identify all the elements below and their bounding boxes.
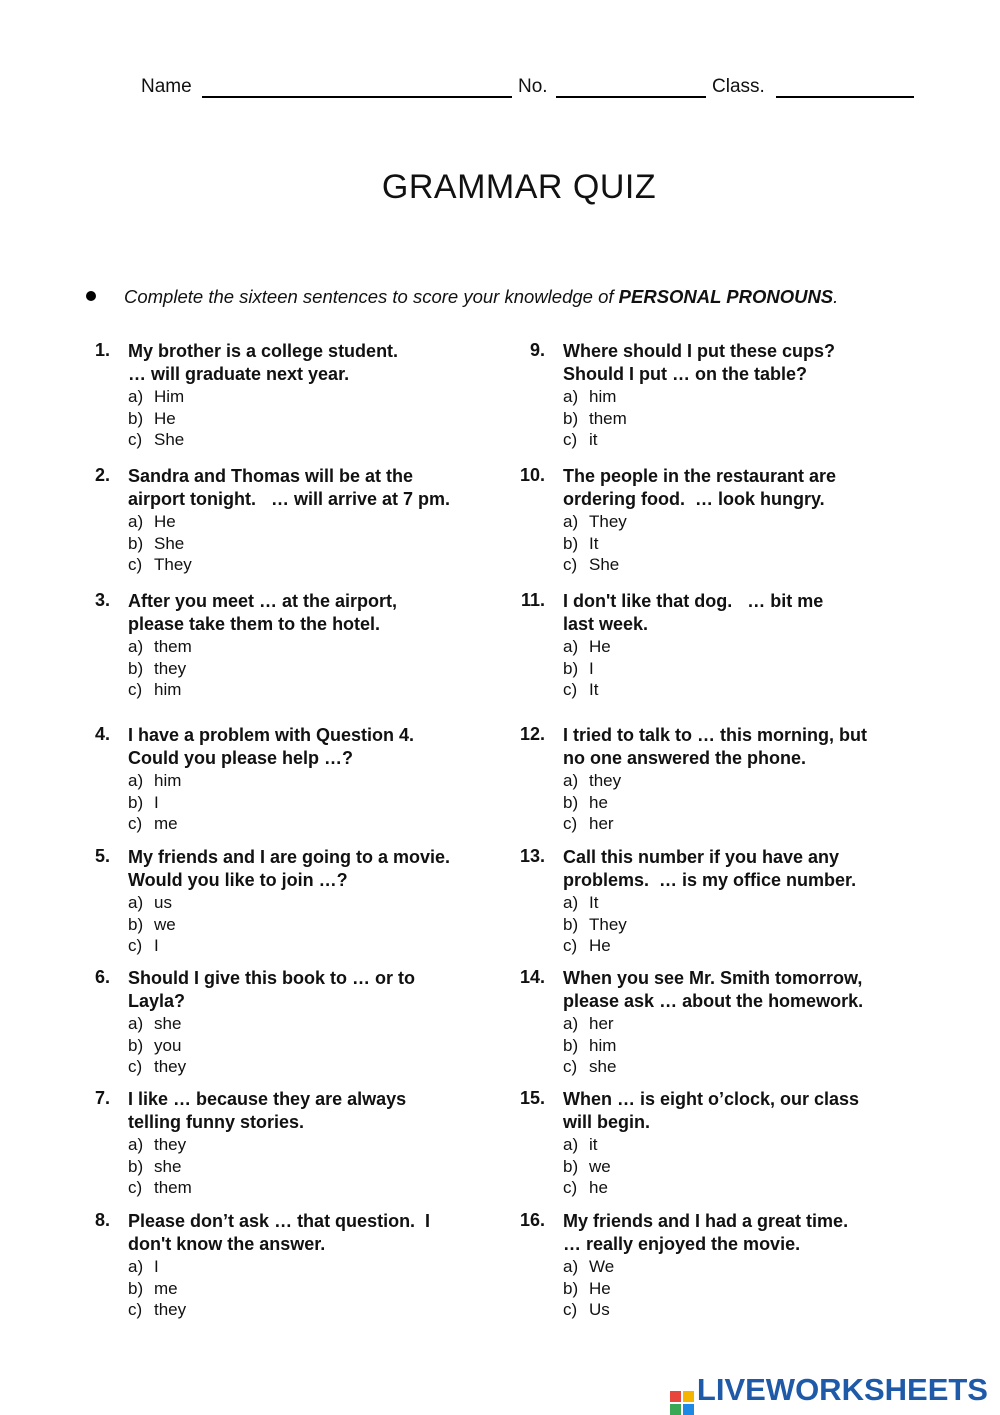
question-text-line: My brother is a college student. bbox=[128, 341, 399, 361]
option-letter: a) bbox=[128, 387, 144, 406]
question-number: 7. bbox=[94, 1088, 110, 1108]
answer-option[interactable] bbox=[563, 935, 963, 957]
question-11 bbox=[520, 590, 963, 701]
answer-option[interactable] bbox=[563, 1256, 963, 1278]
option-letter: a) bbox=[563, 1014, 579, 1033]
option-letter: b) bbox=[563, 533, 579, 553]
option-text: me bbox=[154, 814, 178, 833]
answer-option[interactable] bbox=[128, 770, 528, 792]
question-text-line: Should I give this book to … or to bbox=[128, 968, 415, 988]
answer-option[interactable] bbox=[563, 792, 963, 814]
question-text bbox=[128, 465, 528, 511]
option-letter: a) bbox=[128, 1135, 144, 1154]
option-letter: c) bbox=[563, 1057, 578, 1076]
instruction-text: Complete the sixteen sentences to score your knowledge of bbox=[124, 286, 614, 307]
question-text bbox=[563, 590, 963, 636]
number-field[interactable] bbox=[556, 96, 706, 98]
question-8 bbox=[94, 1210, 528, 1321]
option-text: He bbox=[589, 936, 611, 955]
question-text-line: no one answered the phone. bbox=[563, 748, 807, 768]
option-text: He bbox=[589, 637, 611, 656]
answer-option[interactable] bbox=[563, 1177, 963, 1199]
option-text: They bbox=[589, 914, 627, 934]
question-text-line: telling funny stories. bbox=[128, 1112, 305, 1132]
answer-options bbox=[563, 1013, 963, 1078]
option-text: Him bbox=[154, 387, 185, 406]
option-letter: a) bbox=[128, 893, 144, 912]
option-letter: c) bbox=[128, 680, 143, 699]
option-letter: a) bbox=[563, 387, 579, 406]
question-text bbox=[128, 967, 528, 1013]
answer-option[interactable] bbox=[128, 554, 528, 576]
question-text-line: After you meet … at the airport, bbox=[128, 591, 398, 611]
question-6 bbox=[94, 967, 528, 1078]
option-text: him bbox=[589, 1035, 617, 1055]
option-letter: b) bbox=[128, 792, 144, 812]
brand-name: LIVEWORKSHEETS bbox=[696, 1372, 988, 1407]
answer-options bbox=[128, 386, 528, 451]
bullet-icon bbox=[86, 291, 96, 301]
option-letter: b) bbox=[563, 1278, 579, 1298]
option-text: she bbox=[154, 1156, 182, 1176]
option-text: them bbox=[589, 408, 627, 428]
answer-options bbox=[128, 636, 528, 701]
option-letter: b) bbox=[128, 408, 144, 428]
answer-option[interactable] bbox=[563, 770, 963, 792]
option-text: we bbox=[589, 1156, 611, 1176]
option-letter: a) bbox=[128, 637, 144, 656]
answer-option[interactable] bbox=[128, 935, 528, 957]
option-text: them bbox=[154, 637, 192, 656]
option-text: He bbox=[589, 1278, 611, 1298]
question-text bbox=[563, 846, 963, 892]
answer-option[interactable] bbox=[563, 1278, 963, 1300]
option-text: it bbox=[589, 1135, 598, 1154]
answer-option[interactable] bbox=[128, 1013, 528, 1035]
question-text-line: last week. bbox=[563, 614, 649, 634]
option-letter: b) bbox=[128, 533, 144, 553]
answer-option[interactable] bbox=[563, 533, 963, 555]
answer-option[interactable] bbox=[128, 813, 528, 835]
option-letter: b) bbox=[128, 914, 144, 934]
option-text: he bbox=[589, 1178, 608, 1197]
question-text bbox=[563, 967, 963, 1013]
option-letter: a) bbox=[128, 512, 144, 531]
answer-options bbox=[563, 386, 963, 451]
answer-option[interactable] bbox=[128, 914, 528, 936]
instructions bbox=[86, 286, 838, 308]
answer-option[interactable] bbox=[128, 658, 528, 680]
answer-options bbox=[563, 892, 963, 957]
option-text: It bbox=[589, 680, 599, 699]
name-field[interactable] bbox=[202, 96, 512, 98]
question-text-line: airport tonight. … will arrive at 7 pm. bbox=[128, 489, 451, 509]
option-text: he bbox=[589, 792, 608, 812]
number-label: No. bbox=[518, 76, 548, 97]
option-text: She bbox=[154, 533, 185, 553]
question-number: 10. bbox=[519, 465, 545, 485]
logo-square-yellow bbox=[683, 1391, 694, 1402]
option-text: him bbox=[154, 771, 182, 790]
question-10 bbox=[519, 465, 963, 576]
option-letter: c) bbox=[128, 1300, 143, 1319]
answer-option[interactable] bbox=[128, 892, 528, 914]
question-number: 2. bbox=[94, 465, 110, 485]
option-letter: a) bbox=[563, 771, 579, 790]
question-text-line: Call this number if you have any bbox=[563, 847, 840, 867]
question-text bbox=[563, 724, 963, 770]
question-number: 6. bbox=[94, 967, 110, 987]
answer-option[interactable] bbox=[563, 429, 963, 451]
question-14 bbox=[519, 967, 963, 1078]
question-text-line: Should I put … on the table? bbox=[563, 364, 807, 384]
answer-option[interactable] bbox=[128, 1056, 528, 1078]
question-text-line: I don't like that dog. … bit me bbox=[563, 591, 824, 611]
answer-option[interactable] bbox=[128, 679, 528, 701]
question-number: 3. bbox=[94, 590, 110, 610]
option-text: He bbox=[154, 512, 176, 531]
question-text bbox=[128, 846, 528, 892]
question-text-line: Layla? bbox=[128, 991, 186, 1011]
option-letter: b) bbox=[128, 1278, 144, 1298]
option-text: her bbox=[589, 1014, 614, 1033]
option-text: she bbox=[589, 1057, 617, 1076]
option-letter: c) bbox=[563, 1300, 578, 1319]
option-letter: a) bbox=[128, 1257, 144, 1276]
option-letter: c) bbox=[563, 1178, 578, 1197]
question-text bbox=[563, 340, 963, 386]
option-text: it bbox=[589, 430, 598, 449]
question-number: 9. bbox=[529, 340, 545, 360]
question-text-line: Please don’t ask … that question. I bbox=[128, 1211, 431, 1231]
option-text: We bbox=[589, 1257, 615, 1276]
instruction-emphasis: PERSONAL PRONOUNS bbox=[618, 286, 834, 307]
option-letter: b) bbox=[128, 658, 144, 678]
answer-options bbox=[563, 1134, 963, 1199]
option-letter: b) bbox=[563, 792, 579, 812]
option-text: she bbox=[154, 1014, 182, 1033]
option-text: They bbox=[154, 555, 192, 574]
option-letter: c) bbox=[563, 680, 578, 699]
answer-option[interactable] bbox=[128, 408, 528, 430]
option-text: I bbox=[154, 792, 159, 812]
option-text: She bbox=[589, 555, 620, 574]
answer-option[interactable] bbox=[563, 386, 963, 408]
answer-option[interactable] bbox=[563, 554, 963, 576]
answer-options bbox=[563, 511, 963, 576]
option-text: It bbox=[589, 533, 599, 553]
option-letter: a) bbox=[128, 1014, 144, 1033]
liveworksheets-logo-icon bbox=[670, 1391, 694, 1415]
question-3 bbox=[94, 590, 528, 701]
option-text: you bbox=[154, 1035, 182, 1055]
answer-option[interactable] bbox=[128, 636, 528, 658]
option-letter: c) bbox=[128, 1178, 143, 1197]
question-2 bbox=[94, 465, 528, 576]
question-number: 4. bbox=[94, 724, 110, 744]
option-letter: b) bbox=[563, 914, 579, 934]
question-text-line: problems. … is my office number. bbox=[563, 870, 857, 890]
answer-option[interactable] bbox=[563, 1035, 963, 1057]
answer-option[interactable] bbox=[563, 408, 963, 430]
question-5 bbox=[94, 846, 528, 957]
answer-option[interactable] bbox=[128, 1256, 528, 1278]
option-letter: c) bbox=[128, 555, 143, 574]
question-4 bbox=[94, 724, 528, 835]
question-text-line: please take them to the hotel. bbox=[128, 614, 381, 634]
logo-square-blue bbox=[683, 1404, 694, 1415]
option-text: They bbox=[589, 512, 627, 531]
answer-option[interactable] bbox=[128, 1299, 528, 1321]
answer-option[interactable] bbox=[128, 1134, 528, 1156]
answer-option[interactable] bbox=[128, 533, 528, 555]
question-16 bbox=[519, 1210, 963, 1321]
question-text-line: Where should I put these cups? bbox=[563, 341, 836, 361]
question-text-line: I tried to talk to … this morning, but bbox=[563, 725, 867, 745]
question-text-line: Could you please help …? bbox=[128, 748, 354, 768]
answer-option[interactable] bbox=[563, 679, 963, 701]
question-number: 12. bbox=[519, 724, 545, 744]
question-text bbox=[128, 1210, 528, 1256]
option-text: us bbox=[154, 893, 172, 912]
option-text: they bbox=[154, 658, 187, 678]
option-text: we bbox=[154, 914, 176, 934]
option-letter: a) bbox=[563, 512, 579, 531]
option-text: I bbox=[589, 658, 594, 678]
question-number: 15. bbox=[519, 1088, 545, 1108]
option-letter: c) bbox=[563, 430, 578, 449]
answer-option[interactable] bbox=[128, 386, 528, 408]
question-number: 5. bbox=[94, 846, 110, 866]
option-text: him bbox=[154, 680, 182, 699]
option-text: they bbox=[154, 1300, 187, 1319]
option-letter: b) bbox=[563, 408, 579, 428]
option-letter: c) bbox=[128, 1057, 143, 1076]
question-text-line: My friends and I are going to a movie. bbox=[128, 847, 451, 867]
question-text-line: Sandra and Thomas will be at the bbox=[128, 466, 414, 486]
option-text: her bbox=[589, 814, 614, 833]
answer-option[interactable] bbox=[563, 1156, 963, 1178]
option-text: they bbox=[154, 1057, 187, 1076]
answer-options bbox=[128, 1256, 528, 1321]
answer-options bbox=[563, 770, 963, 835]
class-label: Class. bbox=[712, 76, 765, 97]
answer-options bbox=[563, 636, 963, 701]
class-field[interactable] bbox=[776, 96, 914, 98]
logo-square-red bbox=[670, 1391, 681, 1402]
answer-option[interactable] bbox=[563, 511, 963, 533]
answer-option[interactable] bbox=[563, 892, 963, 914]
answer-option[interactable] bbox=[128, 792, 528, 814]
question-number: 11. bbox=[520, 590, 545, 610]
question-text bbox=[128, 590, 528, 636]
question-text bbox=[128, 724, 528, 770]
question-text-line: will begin. bbox=[563, 1112, 651, 1132]
question-text-line: … really enjoyed the movie. bbox=[563, 1234, 801, 1254]
option-letter: c) bbox=[128, 430, 143, 449]
option-text: I bbox=[154, 1257, 159, 1276]
answer-options bbox=[128, 1134, 528, 1199]
option-letter: b) bbox=[563, 658, 579, 678]
question-13 bbox=[519, 846, 963, 957]
answer-option[interactable] bbox=[563, 1013, 963, 1035]
option-letter: a) bbox=[128, 771, 144, 790]
answer-options bbox=[128, 892, 528, 957]
answer-options bbox=[128, 770, 528, 835]
question-text-line: … will graduate next year. bbox=[128, 364, 350, 384]
option-text: Us bbox=[589, 1300, 610, 1319]
question-text-line: I have a problem with Question 4. bbox=[128, 725, 415, 745]
name-label: Name bbox=[141, 76, 192, 97]
answer-option[interactable] bbox=[128, 1177, 528, 1199]
option-text: He bbox=[154, 408, 176, 428]
question-number: 1. bbox=[94, 340, 110, 360]
question-number: 16. bbox=[519, 1210, 545, 1230]
question-number: 13. bbox=[519, 846, 545, 866]
option-text: me bbox=[154, 1278, 178, 1298]
option-text: I bbox=[154, 936, 159, 955]
answer-option[interactable] bbox=[128, 1035, 528, 1057]
option-text: She bbox=[154, 430, 185, 449]
liveworksheets-logo bbox=[670, 1372, 988, 1415]
question-text-line: please ask … about the homework. bbox=[563, 991, 864, 1011]
question-9 bbox=[529, 340, 963, 451]
question-text-line: When you see Mr. Smith tomorrow, bbox=[563, 968, 863, 988]
question-number: 8. bbox=[94, 1210, 110, 1230]
option-letter: c) bbox=[563, 936, 578, 955]
answer-option[interactable] bbox=[128, 511, 528, 533]
question-text-line: Would you like to join …? bbox=[128, 870, 348, 890]
answer-option[interactable] bbox=[563, 1299, 963, 1321]
answer-option[interactable] bbox=[128, 1156, 528, 1178]
answer-options bbox=[128, 1013, 528, 1078]
answer-option[interactable] bbox=[563, 1134, 963, 1156]
student-info-header bbox=[0, 76, 1000, 102]
option-letter: c) bbox=[128, 814, 143, 833]
option-letter: c) bbox=[563, 814, 578, 833]
answer-option[interactable] bbox=[128, 1278, 528, 1300]
answer-options bbox=[563, 1256, 963, 1321]
question-text bbox=[563, 1210, 963, 1256]
answer-option[interactable] bbox=[128, 429, 528, 451]
question-text-line: don't know the answer. bbox=[128, 1234, 326, 1254]
option-letter: a) bbox=[563, 1257, 579, 1276]
option-text: them bbox=[154, 1178, 192, 1197]
option-letter: a) bbox=[563, 893, 579, 912]
option-letter: b) bbox=[563, 1156, 579, 1176]
question-text-line: The people in the restaurant are bbox=[563, 466, 837, 486]
page-title: GRAMMAR QUIZ bbox=[381, 168, 657, 206]
option-letter: a) bbox=[563, 1135, 579, 1154]
question-text bbox=[563, 465, 963, 511]
option-letter: c) bbox=[563, 555, 578, 574]
question-1 bbox=[94, 340, 528, 451]
option-text: they bbox=[589, 771, 622, 790]
answer-option[interactable] bbox=[563, 813, 963, 835]
logo-square-green bbox=[670, 1404, 681, 1415]
answer-options bbox=[128, 511, 528, 576]
question-number: 14. bbox=[519, 967, 545, 987]
answer-option[interactable] bbox=[563, 636, 963, 658]
answer-option[interactable] bbox=[563, 1056, 963, 1078]
option-text: him bbox=[589, 387, 617, 406]
question-text bbox=[563, 1088, 963, 1134]
instruction-end: . bbox=[833, 286, 839, 307]
question-text bbox=[128, 1088, 528, 1134]
option-letter: b) bbox=[128, 1156, 144, 1176]
option-letter: b) bbox=[563, 1035, 579, 1055]
question-text-line: My friends and I had a great time. bbox=[563, 1211, 849, 1231]
option-letter: c) bbox=[128, 936, 143, 955]
question-7 bbox=[94, 1088, 528, 1199]
option-text: they bbox=[154, 1135, 187, 1154]
option-text: It bbox=[589, 893, 599, 912]
question-text bbox=[128, 340, 528, 386]
question-12 bbox=[519, 724, 963, 835]
question-text-line: I like … because they are always bbox=[128, 1089, 407, 1109]
answer-option[interactable] bbox=[563, 658, 963, 680]
answer-option[interactable] bbox=[563, 914, 963, 936]
option-letter: b) bbox=[128, 1035, 144, 1055]
option-letter: a) bbox=[563, 637, 579, 656]
question-text-line: When … is eight o’clock, our class bbox=[563, 1089, 860, 1109]
question-text-line: ordering food. … look hungry. bbox=[563, 489, 825, 509]
question-15 bbox=[519, 1088, 963, 1199]
